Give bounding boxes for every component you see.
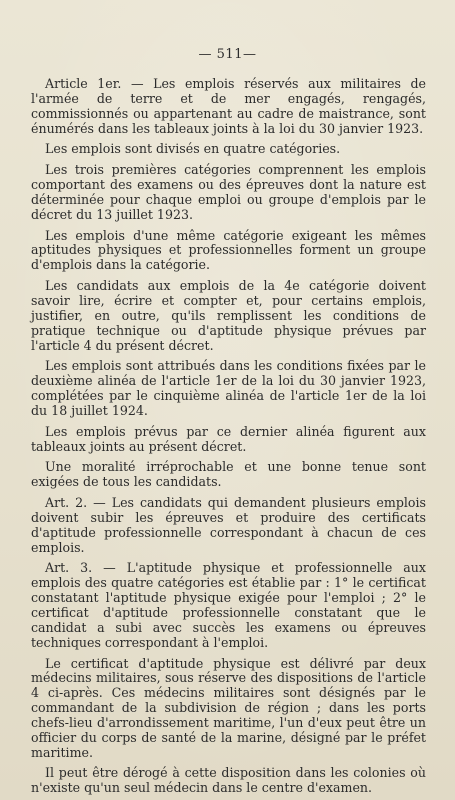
paragraph: Art. 3. — L'aptitude physique et professionnelle aux emplois des quatre catégories est établie par : 1° le certificat constatant l'aptitude physique exigée pour l'emploi ; 2° le certificat d'aptitude professionnelle constatant que le candidat a subi avec succès les examens ou épreuves techniques correspondant à l'emploi. — [31, 560, 426, 650]
paragraph: Les emplois sont attribués dans les conditions fixées par le deuxième alinéa de l'article 1er de la loi du 30 janvier 1923, complétées par le cinquième alinéa de l'article 1er de la loi du 18 juillet 1924. — [31, 358, 426, 418]
paragraph: Les emplois sont divisés en quatre catégories. — [45, 141, 341, 157]
body-text — [31, 77, 426, 796]
page-number: — 511— — [198, 47, 257, 62]
paragraph: Il peut être dérogé à cette disposition dans les colonies où n'existe qu'un seul médecin dans le centre d'examen. — [31, 765, 426, 796]
paragraph: Les trois premières catégories comprennent les emplois comportant des examens ou des épreuves dont la nature est déterminée pour chaque emploi ou groupe d'emplois par le décret du 13 juillet 1923. — [31, 162, 426, 222]
paragraph: Le certificat d'aptitude physique est délivré par deux médecins militaires, sous réserve des dispositions de l'article 4 ci-après. Ces médecins militaires sont désignés par le commandant de la subdivision de région ; dans les ports chefs-lieu d'arrondissement maritime, l'un d'eux peut être un officier du corps de santé de la marine, désigné par le préfet maritime. — [31, 655, 426, 760]
paragraph: Les emplois d'une même catégorie exigeant les mêmes aptitudes physiques et professionnelles forment un groupe d'emplois dans la catégorie. — [31, 227, 426, 273]
paragraph: Article 1er. — Les emplois réservés aux militaires de l'armée de terre et de mer engagés, rengagés, commissionnés ou appartenant au cadre de maistrance, sont énumérés dans les tableaux joints à la loi du 30 janvier 1923. — [31, 76, 426, 136]
paragraph: Art. 2. — Les candidats qui demandent plusieurs emplois doivent subir les épreuves et produire des certificats d'aptitude professionnelle correspondant à chacun de ces emplois. — [31, 495, 426, 555]
paragraph: Une moralité irréprochable et une bonne tenue sont exigées de tous les candidats. — [31, 459, 426, 490]
paragraph: Les emplois prévus par ce dernier alinéa figurent aux tableaux joints au présent décret. — [31, 423, 426, 454]
paragraph: Les candidats aux emplois de la 4e catégorie doivent savoir lire, écrire et compter et, pour certains emplois, justifier, en outre, qu'ils remplissent les conditions de pratique technique ou d'aptitude physique prévues par l'article 4 du présent décret. — [31, 278, 426, 353]
